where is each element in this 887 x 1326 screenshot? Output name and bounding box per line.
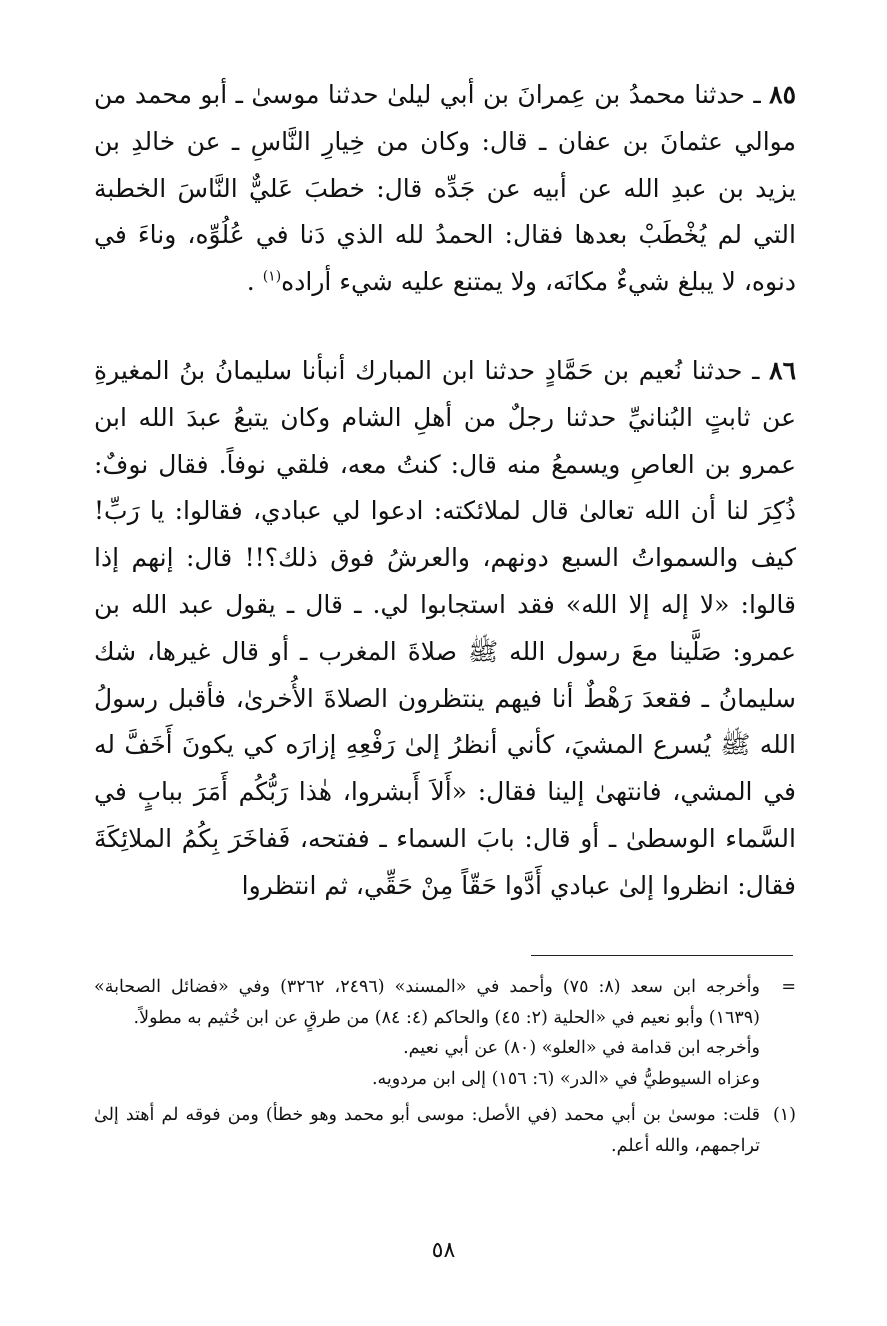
page-number: ٥٨ [431,1238,456,1263]
hadith-85-paragraph [94,72,796,306]
footnote-ref-1: (١) [262,268,282,285]
hadith-86-text: ـ حدثنا نُعيم بن حَمَّادٍ حدثنا ابن المبارك أنبأنا سليمانُ بنُ المغيرةِ عن ثابتٍ البُنانيِّ حدثنا رجلٌ من أهلِ الشام وكان يتبعُ عبدَ الله ابن عمرو بن العاصِ ويسمعُ منه قال: كنتُ معه، فلقي نوفاً. فقال نوفٌ: ذُكِرَ لنا أن الله تعالىٰ قال لملائكته: ادعوا لي عبادي، فقالوا: يا رَبِّ! كيف والسمواتُ السبع دونهم، والعرشُ فوق ذلك؟!! قال: إنهم إذا قالوا: «لا إله إلا الله» فقد استجابوا لي. ـ قال ـ يقول عبد الله بن عمرو: صَلَّينا معَ رسول الله ﷺ صلاةَ المغرب ـ أو قال غيرها، شك سليمانُ ـ فقعدَ رَهْطٌ أنا فيهم ينتظرون الصلاةَ الأُخرىٰ، فأقبل رسولُ الله ﷺ يُسرع المشيَ، كأني أنظرُ إلىٰ رَفْعِهِ إزارَه كي يكونَ أَخَفَّ له في المشي، فانتهىٰ إلينا فقال: «أَلاَ أَبشروا، هٰذا رَبُّكُم أَمَرَ ببابٍ في السَّماء الوسطىٰ ـ أو قال: بابَ السماء ـ ففتحه، فَفاخَرَ بِكُمُ الملائِكَةَ فقال: انظروا إلىٰ عبادي أَدَّوا حَقّاً مِنْ حَقِّي، ثم انتظروا [94,355,796,900]
footnote-continued [94,972,796,1094]
hadith-86-number: ٨٦ [769,355,796,385]
hadith-85-text: ـ حدثنا محمدُ بن عِمرانَ بن أبي ليلىٰ حدثنا موسىٰ ـ أبو محمد من موالي عثمانَ بن عفان ـ قال: وكان من خِيارِ النَّاسِ ـ عن خالدِ بن يزيد بن عبدِ الله عن أبيه عن جَدِّه قال: خطبَ عَليٌّ النَّاسَ الخطبة التي لم يُخْطَبْ بعدها فقال: الحمدُ لله الذي دَنا في عُلُوِّه، وناءَ في دنوه، لا يبلغ شيءٌ مكانَه، ولا يمتنع عليه شيء أراده [94,80,796,297]
footnote-line: وأخرجه ابن سعد (٨: ٧٥) وأحمد في «المسند» (٢٤٩٦، ٣٢٦٢) وفي «فضائل الصحابة» (١٦٣٩) وأبو نعيم في «الحلية (٢: ٤٥) والحاكم (٤: ٨٤) من طرقٍ عن ابن خُثيم به مطولاً. [94,977,760,1028]
footnotes-section [94,972,796,1161]
footnote-1-marker: (١) [772,1105,796,1125]
footnote-1-text: قلت: موسىٰ بن أبي محمد (في الأصل: موسى أبو محمد وهو خطأ) ومن فوقه لم أهتد إلىٰ تراجمهم، والله أعلم. [94,1105,760,1156]
footnote-continued-marker: = [781,977,796,997]
footnote-continued-body [94,972,760,1094]
footnote-1 [94,1100,796,1161]
footnote-divider [531,955,793,956]
footnote-line: وأخرجه ابن قدامة في «العلو» (٨٠) عن أبي نعيم. [403,1038,760,1058]
main-text [94,72,796,910]
footnote-line: وعزاه السيوطيُّ في «الدر» (٦: ١٥٦) إلى ابن مردويه. [371,1068,760,1089]
hadith-85-end: . [246,267,263,297]
hadith-85-number: ٨٥ [769,80,796,109]
footnote-1-body [94,1100,760,1161]
hadith-86-paragraph [94,348,796,910]
